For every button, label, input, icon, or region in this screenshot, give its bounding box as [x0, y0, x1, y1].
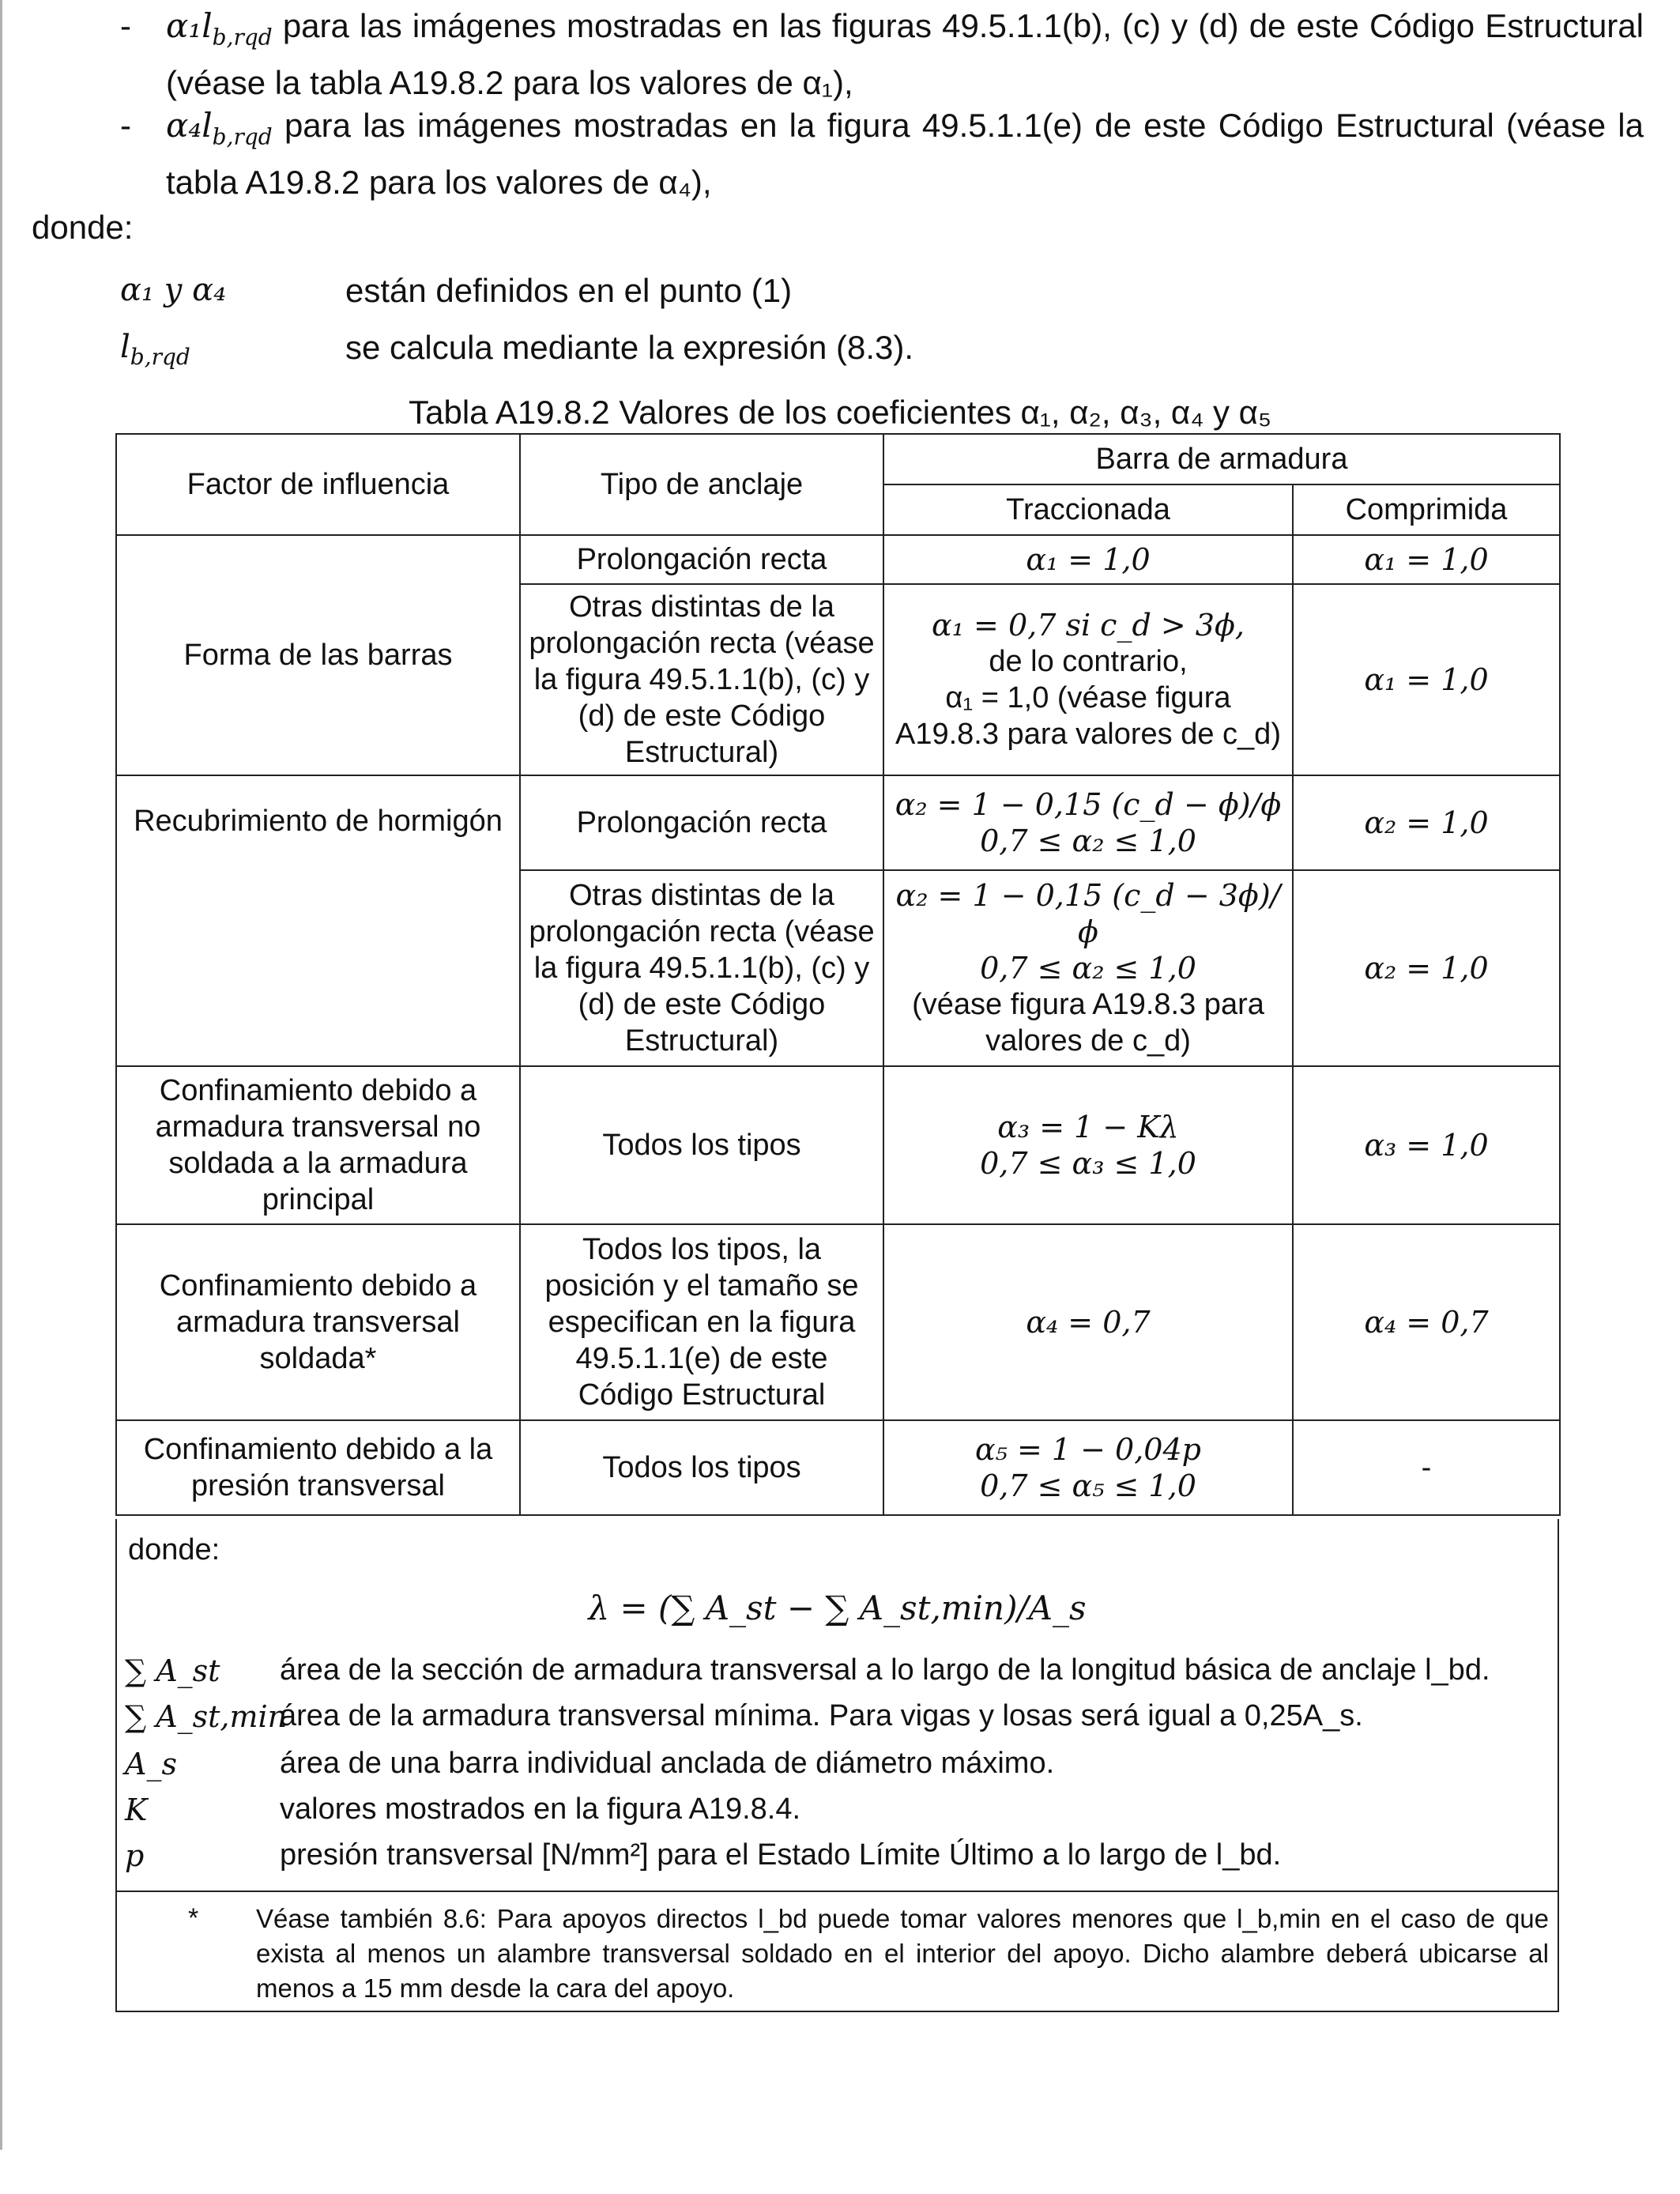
- definition-text: se calcula mediante la expresión (8.3).: [345, 329, 914, 366]
- bullet-item: [166, 103, 1644, 205]
- trac-line: α₁ = 1,0 (véase figura: [945, 681, 1231, 714]
- bullet-text: para las imágenes mostradas en la figura 49.5.1.1(e) de este Código Estructural (véase la tabla A19.8.2 para los valores de α₄),: [166, 107, 1644, 202]
- bullet-symbol-sub: b,rqd: [212, 123, 273, 150]
- trac-line: de lo contrario,: [989, 645, 1188, 678]
- header-factor: Factor de influencia: [116, 434, 520, 535]
- table-footnote: [115, 1891, 1559, 2012]
- donde-label: donde:: [32, 209, 134, 246]
- note-symbol: ∑ A_st,min: [125, 1699, 288, 1734]
- page-left-border: [0, 0, 2, 2150]
- trac-line: A19.8.3 para valores de c_d): [895, 718, 1281, 751]
- notes-donde-label: donde:: [128, 1533, 220, 1566]
- header-comprimida: Comprimida: [1293, 484, 1560, 535]
- factor-cell: Confinamiento debido a armadura transversal no soldada a la armadura principal: [116, 1066, 520, 1224]
- bullet-marker: -: [120, 7, 131, 44]
- bullet-symbol: α₄l: [166, 106, 213, 145]
- note-symbol: K: [125, 1793, 148, 1827]
- trac-line: α₁ = 0,7 si c_d > 3ϕ,: [932, 608, 1245, 643]
- comprimida-cell: α₃ = 1,0: [1293, 1066, 1560, 1224]
- traccionada-cell: [883, 1420, 1293, 1515]
- trac-line: α₂ = 1 − 0,15 (c_d − 3ϕ)/ϕ: [895, 878, 1281, 949]
- factor-cell: Recubrimiento de hormigón: [116, 775, 520, 1066]
- definition-symbol: [120, 329, 190, 370]
- bullet-symbol-sub: b,rqd: [212, 24, 273, 51]
- traccionada-cell: [883, 1066, 1293, 1224]
- trac-line: 0,7 ≤ α₂ ≤ 1,0: [980, 951, 1196, 986]
- traccionada-cell: α₄ = 0,7: [883, 1224, 1293, 1420]
- table-caption: Tabla A19.8.2 Valores de los coeficientes α₁, α₂, α₃, α₄ y α₅: [409, 394, 1271, 431]
- definition-text: están definidos en el punto (1): [345, 272, 793, 309]
- note-text: área de la sección de armadura transversal a lo largo de la longitud básica de anclaje l_bd.: [280, 1653, 1490, 1687]
- bullet-symbol: α₁l: [166, 6, 213, 45]
- comprimida-cell: α₁ = 1,0: [1293, 584, 1560, 775]
- lambda-formula: λ = (∑ A_st − ∑ A_st,min)/A_s: [588, 1589, 1087, 1627]
- footnote-star: *: [188, 1903, 199, 1933]
- note-symbol: p: [125, 1838, 145, 1873]
- factor-cell: Confinamiento debido a armadura transversal soldada*: [116, 1224, 520, 1420]
- tipo-cell: Otras distintas de la prolongación recta (véase la figura 49.5.1.1(b), (c) y (d) de este Código Estructural): [520, 584, 883, 775]
- trac-line: valores de c_d): [985, 1024, 1191, 1057]
- note-text: presión transversal [N/mm²] para el Estado Límite Último a lo largo de l_bd.: [280, 1838, 1282, 1872]
- trac-line: (véase figura A19.8.3 para: [912, 988, 1264, 1021]
- bullet-item: [166, 3, 1644, 106]
- bullet-text: para las imágenes mostradas en las figuras 49.5.1.1(b), (c) y (d) de este Código Estructural (véase la tabla A19.8.2 para los valores de α₁),: [166, 7, 1644, 102]
- note-text: valores mostrados en la figura A19.8.4.: [280, 1793, 801, 1826]
- factor-cell: Forma de las barras: [116, 535, 520, 775]
- trac-line: α₂ = 1 − 0,15 (c_d − ϕ)/ϕ: [895, 787, 1282, 822]
- tipo-cell: Todos los tipos: [520, 1420, 883, 1515]
- traccionada-cell: [883, 870, 1293, 1066]
- note-text: área de la armadura transversal mínima. Para vigas y losas será igual a 0,25A_s.: [280, 1699, 1363, 1732]
- bullet-marker: -: [120, 107, 131, 144]
- trac-line: 0,7 ≤ α₂ ≤ 1,0: [980, 824, 1196, 858]
- tipo-cell: Prolongación recta: [520, 775, 883, 870]
- comprimida-cell: α₁ = 1,0: [1293, 535, 1560, 584]
- header-tipo: Tipo de anclaje: [520, 434, 883, 535]
- note-symbol: A_s: [125, 1747, 177, 1781]
- comprimida-cell: -: [1293, 1420, 1560, 1515]
- coefficients-table: [115, 433, 1561, 1516]
- note-text: área de una barra individual anclada de diámetro máximo.: [280, 1747, 1055, 1780]
- header-barra: Barra de armadura: [883, 434, 1560, 484]
- definition-symbol-main: l: [120, 329, 130, 365]
- comprimida-cell: α₂ = 1,0: [1293, 775, 1560, 870]
- comprimida-cell: α₂ = 1,0: [1293, 870, 1560, 1066]
- tipo-cell: Todos los tipos, la posición y el tamaño se especifican en la figura 49.5.1.1(e) de este Código Estructural: [520, 1224, 883, 1420]
- traccionada-cell: [883, 584, 1293, 775]
- tipo-cell: Prolongación recta: [520, 535, 883, 584]
- traccionada-cell: α₁ = 1,0: [883, 535, 1293, 584]
- table-notes: [115, 1519, 1559, 1892]
- note-symbol: ∑ A_st: [125, 1653, 220, 1688]
- comprimida-cell: α₄ = 0,7: [1293, 1224, 1560, 1420]
- footnote-text: Véase también 8.6: Para apoyos directos l_bd puede tomar valores menores que l_b,min en el caso de que exista al menos un alambre transversal soldado en el interior del apoyo. Dicho alambre deberá ubicarse al menos a 15 mm desde la cara del apoyo.: [256, 1904, 1549, 2003]
- trac-line: α₃ = 1 − Kλ: [997, 1110, 1179, 1144]
- tipo-cell: Todos los tipos: [520, 1066, 883, 1224]
- factor-cell: Confinamiento debido a la presión transversal: [116, 1420, 520, 1515]
- tipo-cell: Otras distintas de la prolongación recta (véase la figura 49.5.1.1(b), (c) y (d) de este Código Estructural): [520, 870, 883, 1066]
- trac-line: 0,7 ≤ α₃ ≤ 1,0: [980, 1146, 1196, 1181]
- trac-line: α₅ = 1 − 0,04p: [974, 1432, 1201, 1467]
- trac-line: 0,7 ≤ α₅ ≤ 1,0: [980, 1468, 1196, 1503]
- definition-symbol-sub: b,rqd: [130, 344, 190, 370]
- header-traccionada: Traccionada: [883, 484, 1293, 535]
- traccionada-cell: [883, 775, 1293, 870]
- definition-symbol: α₁ y α₄: [120, 272, 227, 308]
